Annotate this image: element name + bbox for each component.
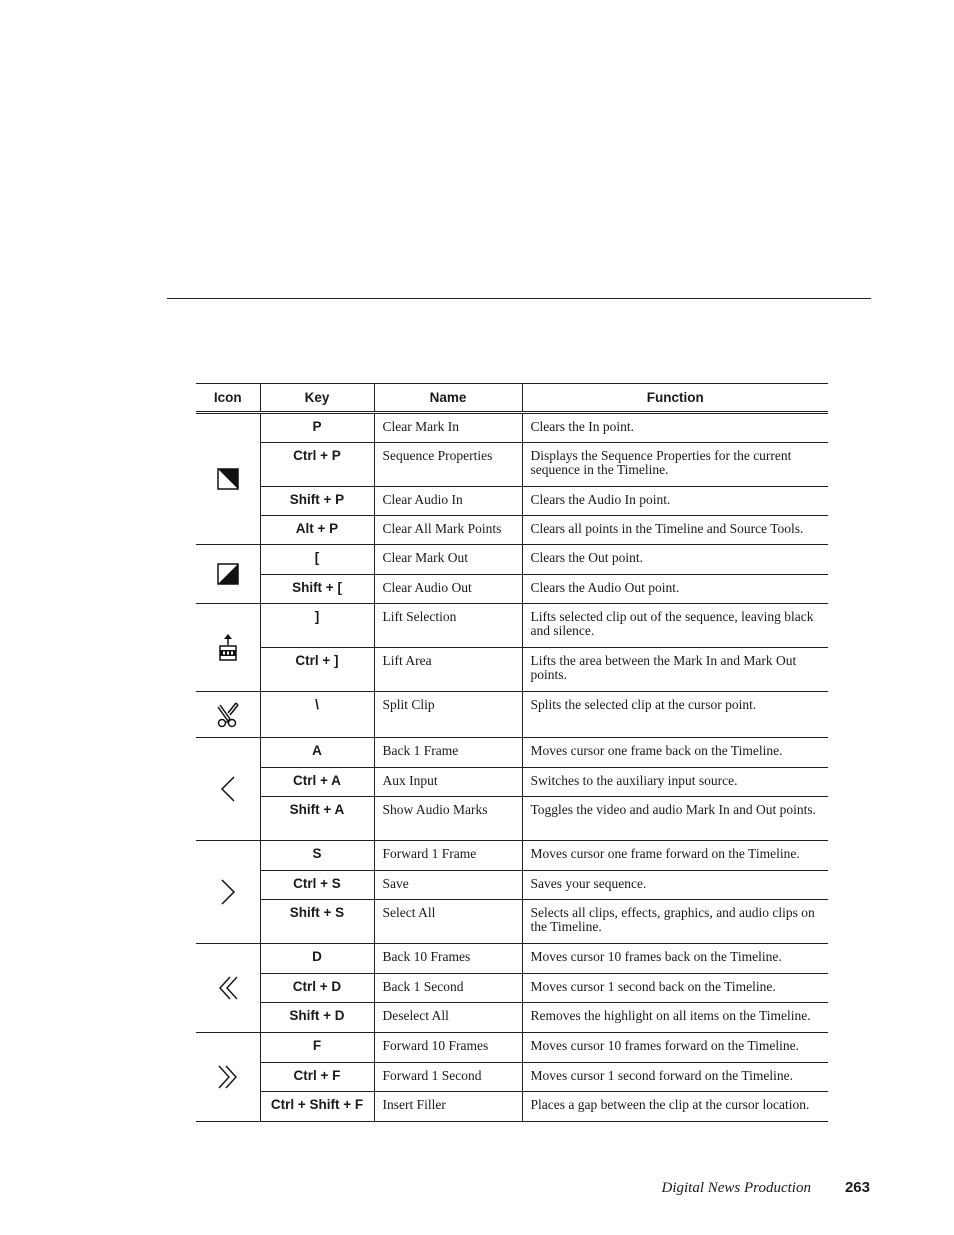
name-cell: Back 1 Second <box>374 974 522 1003</box>
icon-cell <box>196 545 260 604</box>
table-row <box>196 1063 828 1092</box>
key-cell: Ctrl + Shift + F <box>260 1092 374 1122</box>
key-cell: F <box>260 1033 374 1063</box>
header-key: Key <box>260 384 374 413</box>
key-cell: A <box>260 738 374 768</box>
table-row <box>196 871 828 900</box>
keyboard-shortcuts-table <box>196 383 828 1122</box>
icon-cell <box>196 944 260 1033</box>
name-cell: Clear Audio Out <box>374 575 522 604</box>
name-cell: Back 10 Frames <box>374 944 522 974</box>
function-cell: Switches to the auxiliary input source. <box>522 768 828 797</box>
key-cell: S <box>260 841 374 871</box>
key-cell: Ctrl + P <box>260 443 374 487</box>
function-cell: Displays the Sequence Properties for the current sequence in the Timeline. <box>522 443 828 487</box>
key-cell: D <box>260 944 374 974</box>
table-row <box>196 1033 828 1063</box>
table-row <box>196 413 828 443</box>
name-cell: Aux Input <box>374 768 522 797</box>
table-header-row <box>196 384 828 413</box>
chevron-right-icon <box>196 879 260 905</box>
function-cell: Moves cursor 1 second back on the Timeline. <box>522 974 828 1003</box>
table-row <box>196 841 828 871</box>
double-chevron-left-icon <box>196 975 260 1001</box>
table-row <box>196 487 828 516</box>
icon-cell <box>196 738 260 841</box>
name-cell: Forward 10 Frames <box>374 1033 522 1063</box>
key-cell: \ <box>260 692 374 738</box>
icon-cell <box>196 841 260 944</box>
table-row <box>196 738 828 768</box>
key-cell: Alt + P <box>260 516 374 545</box>
table-row <box>196 545 828 575</box>
key-cell: ] <box>260 604 374 648</box>
function-cell: Splits the selected clip at the cursor point. <box>522 692 828 738</box>
name-cell: Split Clip <box>374 692 522 738</box>
table-row <box>196 900 828 944</box>
name-cell: Forward 1 Second <box>374 1063 522 1092</box>
split-clip-icon <box>196 701 260 729</box>
key-cell: Shift + P <box>260 487 374 516</box>
table-row <box>196 797 828 841</box>
function-cell: Places a gap between the clip at the cursor location. <box>522 1092 828 1122</box>
icon-cell <box>196 692 260 738</box>
table-row <box>196 692 828 738</box>
name-cell: Lift Selection <box>374 604 522 648</box>
header-function: Function <box>522 384 828 413</box>
name-cell: Back 1 Frame <box>374 738 522 768</box>
function-cell: Selects all clips, effects, graphics, and audio clips on the Timeline. <box>522 900 828 944</box>
double-chevron-right-icon <box>196 1064 260 1090</box>
table-row <box>196 443 828 487</box>
key-cell: [ <box>260 545 374 575</box>
header-rule <box>167 298 871 299</box>
key-cell: P <box>260 413 374 443</box>
header-icon: Icon <box>196 384 260 413</box>
lift-icon <box>196 633 260 663</box>
key-cell: Shift + S <box>260 900 374 944</box>
function-cell: Saves your sequence. <box>522 871 828 900</box>
icon-cell <box>196 604 260 692</box>
name-cell: Lift Area <box>374 648 522 692</box>
function-cell: Clears the Out point. <box>522 545 828 575</box>
name-cell: Clear Mark Out <box>374 545 522 575</box>
function-cell: Lifts the area between the Mark In and Mark Out points. <box>522 648 828 692</box>
function-cell: Clears the In point. <box>522 413 828 443</box>
icon-cell <box>196 1033 260 1122</box>
function-cell: Removes the highlight on all items on the Timeline. <box>522 1003 828 1033</box>
table-row <box>196 604 828 648</box>
key-cell: Ctrl + S <box>260 871 374 900</box>
table-row <box>196 575 828 604</box>
table-row <box>196 1092 828 1122</box>
clear-mark-in-icon <box>196 468 260 490</box>
function-cell: Clears all points in the Timeline and Source Tools. <box>522 516 828 545</box>
name-cell: Select All <box>374 900 522 944</box>
name-cell: Save <box>374 871 522 900</box>
function-cell: Moves cursor one frame forward on the Timeline. <box>522 841 828 871</box>
table-row <box>196 944 828 974</box>
name-cell: Clear Audio In <box>374 487 522 516</box>
name-cell: Clear All Mark Points <box>374 516 522 545</box>
key-cell: Shift + [ <box>260 575 374 604</box>
header-name: Name <box>374 384 522 413</box>
name-cell: Deselect All <box>374 1003 522 1033</box>
icon-cell <box>196 413 260 545</box>
function-cell: Lifts selected clip out of the sequence, leaving black and silence. <box>522 604 828 648</box>
chevron-left-icon <box>196 776 260 802</box>
key-cell: Ctrl + A <box>260 768 374 797</box>
key-cell: Ctrl + D <box>260 974 374 1003</box>
function-cell: Moves cursor 10 frames back on the Timeline. <box>522 944 828 974</box>
function-cell: Toggles the video and audio Mark In and Out points. <box>522 797 828 841</box>
key-cell: Shift + A <box>260 797 374 841</box>
name-cell: Show Audio Marks <box>374 797 522 841</box>
table-row <box>196 648 828 692</box>
name-cell: Forward 1 Frame <box>374 841 522 871</box>
function-cell: Moves cursor one frame back on the Timeline. <box>522 738 828 768</box>
table-row <box>196 974 828 1003</box>
table-row <box>196 1003 828 1033</box>
key-cell: Ctrl + ] <box>260 648 374 692</box>
name-cell: Clear Mark In <box>374 413 522 443</box>
clear-mark-out-icon <box>196 563 260 585</box>
key-cell: Shift + D <box>260 1003 374 1033</box>
function-cell: Clears the Audio In point. <box>522 487 828 516</box>
function-cell: Clears the Audio Out point. <box>522 575 828 604</box>
key-cell: Ctrl + F <box>260 1063 374 1092</box>
table-row <box>196 516 828 545</box>
page-footer <box>662 1179 870 1197</box>
function-cell: Moves cursor 10 frames forward on the Timeline. <box>522 1033 828 1063</box>
page-number: 263 <box>844 1179 870 1196</box>
name-cell: Sequence Properties <box>374 443 522 487</box>
name-cell: Insert Filler <box>374 1092 522 1122</box>
function-cell: Moves cursor 1 second forward on the Timeline. <box>522 1063 828 1092</box>
footer-title: Digital News Production <box>661 1180 811 1196</box>
table-row <box>196 768 828 797</box>
